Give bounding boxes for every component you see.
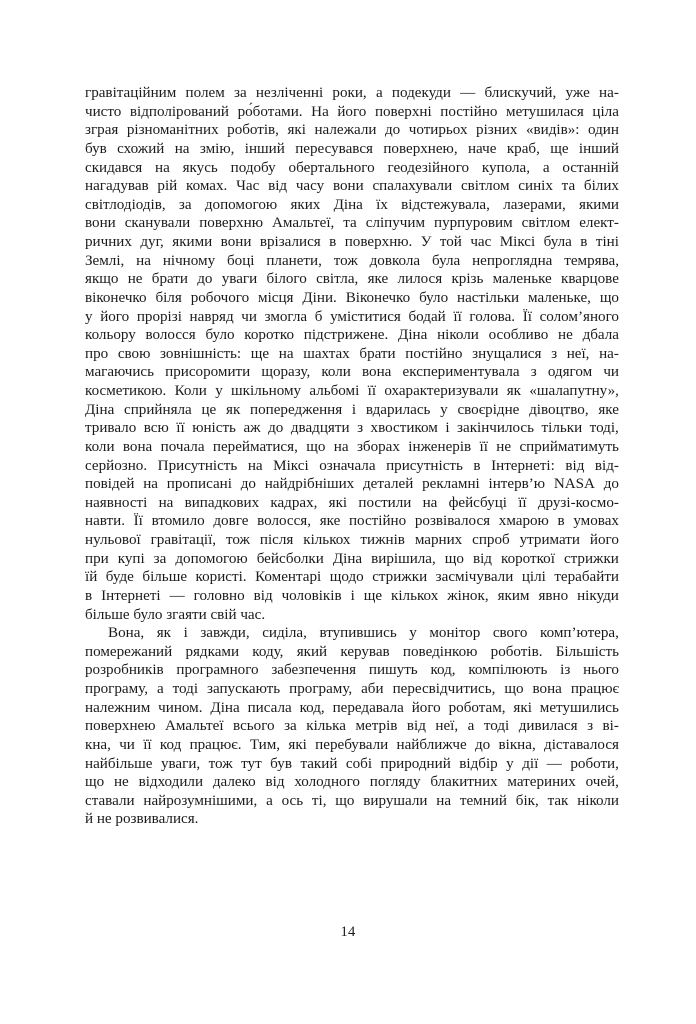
text-line: й не розвивалися. <box>85 811 199 828</box>
text-line: про свою зовнішність: ще на шахтах брати постійно знущалися з неї, на- <box>85 345 619 362</box>
text-line: повідей на прописані до найдрібніших деталей рекламні інтерв’ю NASA до <box>85 476 619 493</box>
text-line: світлодіодів, за допомогою яких Діна їх відстежувала, лазерами, якими <box>85 196 619 213</box>
paragraph <box>85 624 619 829</box>
text-line: в Інтернеті — головно від чоловіків і ще кількох жінок, яким явно нікуди <box>85 587 619 604</box>
text-line: серйозно. Присутність на Міксі означала присутність в Інтернеті: від від- <box>85 457 619 474</box>
page-number: 14 <box>340 924 356 940</box>
text-line: тривало всю її юність аж до двадцяти з хвостиком і закінчилось тільки тоді, <box>85 420 619 437</box>
text-line: розробників програмного забезпечення пишуть код, компілюють із нього <box>85 662 619 679</box>
text-line: належним чином. Діна писала код, передавала його роботам, які метушились <box>85 699 619 716</box>
text-line: коли вона почала перейматися, що на зборах інженерів її не сприйматимуть <box>85 438 619 455</box>
text-line: ричних дуг, якими вони врізалися в поверхню. У той час Міксі була в тіні <box>85 234 619 250</box>
text-line: ставали найрозумнішими, а ось ті, що вирушали на темний бік, так ніколи <box>85 792 619 809</box>
text-line: якщо не брати до уваги білого світла, яке лилося крізь маленьке кварцове <box>85 271 619 288</box>
text-line: кна, чи її код працює. Тим, які перебували найближче до вікна, діставалося <box>85 736 619 753</box>
text-line: Діна сприйняла це як попередження і вдарилась у своєрідне дівоцтво, яке <box>85 401 619 418</box>
text-line: магаючись присоромити щоразу, коли вона експериментувала з одягом чи <box>85 364 619 381</box>
text-line: косметикою. Коли у шкільному альбомі її охарактеризували як «шалапутну», <box>85 383 619 399</box>
text-line: програму, а тоді запускають програму, аби пересвідчитись, що вона працює <box>85 681 619 697</box>
page-body-text <box>85 84 619 829</box>
text-line: нагадував рій комах. Час від часу вони спалахували світлом синіх та білих <box>85 178 619 195</box>
text-line: нульової гравітації, тож після кількох тижнів марних спроб утримати його <box>85 532 619 548</box>
text-line: гравітаційним полем за незліченні роки, а подекуди — блискучий, уже на- <box>85 85 619 101</box>
text-line: їй буде більше користі. Коментарі щодо стрижки засмічували цілі терабайти <box>85 569 619 586</box>
text-line: поверхнею Амальтеї всього за кілька метрів від неї, а тоді дивилася з ві- <box>85 718 619 735</box>
text-line: більше було згаяти свій час. <box>85 606 266 623</box>
text-line: помережаний рядками коду, який керував поведінкою роботів. Більшість <box>85 643 619 660</box>
text-line: був схожий на змію, інший пересувався поверхнею, наче краб, ще інший <box>85 140 619 157</box>
text-line: скидався на якусь подобу обертального геодезійного купола, а останній <box>85 159 619 176</box>
text-line: Вона, як і завжди, сиділа, втупившись у монітор свого комп’ютера, <box>108 625 619 642</box>
text-line: віконечко біля робочого місця Діни. Віконечко було настільки маленьке, що <box>85 289 619 306</box>
text-line: у його прорізі навряд чи змогла б уміститися бодай її голова. Її солом’яного <box>85 308 619 325</box>
text-line: наявності на випадкових кадрах, які постили на фейсбуці її друзі-космо- <box>85 494 619 511</box>
text-line: кольору волосся було коротко підстрижене. Діна ніколи особливо не дбала <box>85 327 619 344</box>
paragraph <box>85 84 619 624</box>
text-line: зграя різноманітних роботів, які належали до чотирьох різних «видів»: один <box>85 122 619 139</box>
text-line: при купі за допомогою бейсболки Діна вирішила, що від короткої стрижки <box>85 550 619 567</box>
text-line: чисто відполірований ро́ботами. На його поверхні постійно метушилася ціла <box>85 103 619 120</box>
text-line: навти. Її втомило довге волосся, яке постійно розвівалося хмарою в умовах <box>85 513 619 530</box>
text-line: вони сканували поверхню Амальтеї, та сліпучим пурпуровим світлом елект- <box>85 215 619 232</box>
text-line: що не відходили далеко від холодного погляду блакитних материних очей, <box>85 774 619 791</box>
text-line: найбільше уваги, тож тут був такий собі природний відбір у дії — роботи, <box>85 755 619 772</box>
text-line: Землі, на нічному боці планети, тож довкола була непроглядна темрява, <box>85 252 619 269</box>
